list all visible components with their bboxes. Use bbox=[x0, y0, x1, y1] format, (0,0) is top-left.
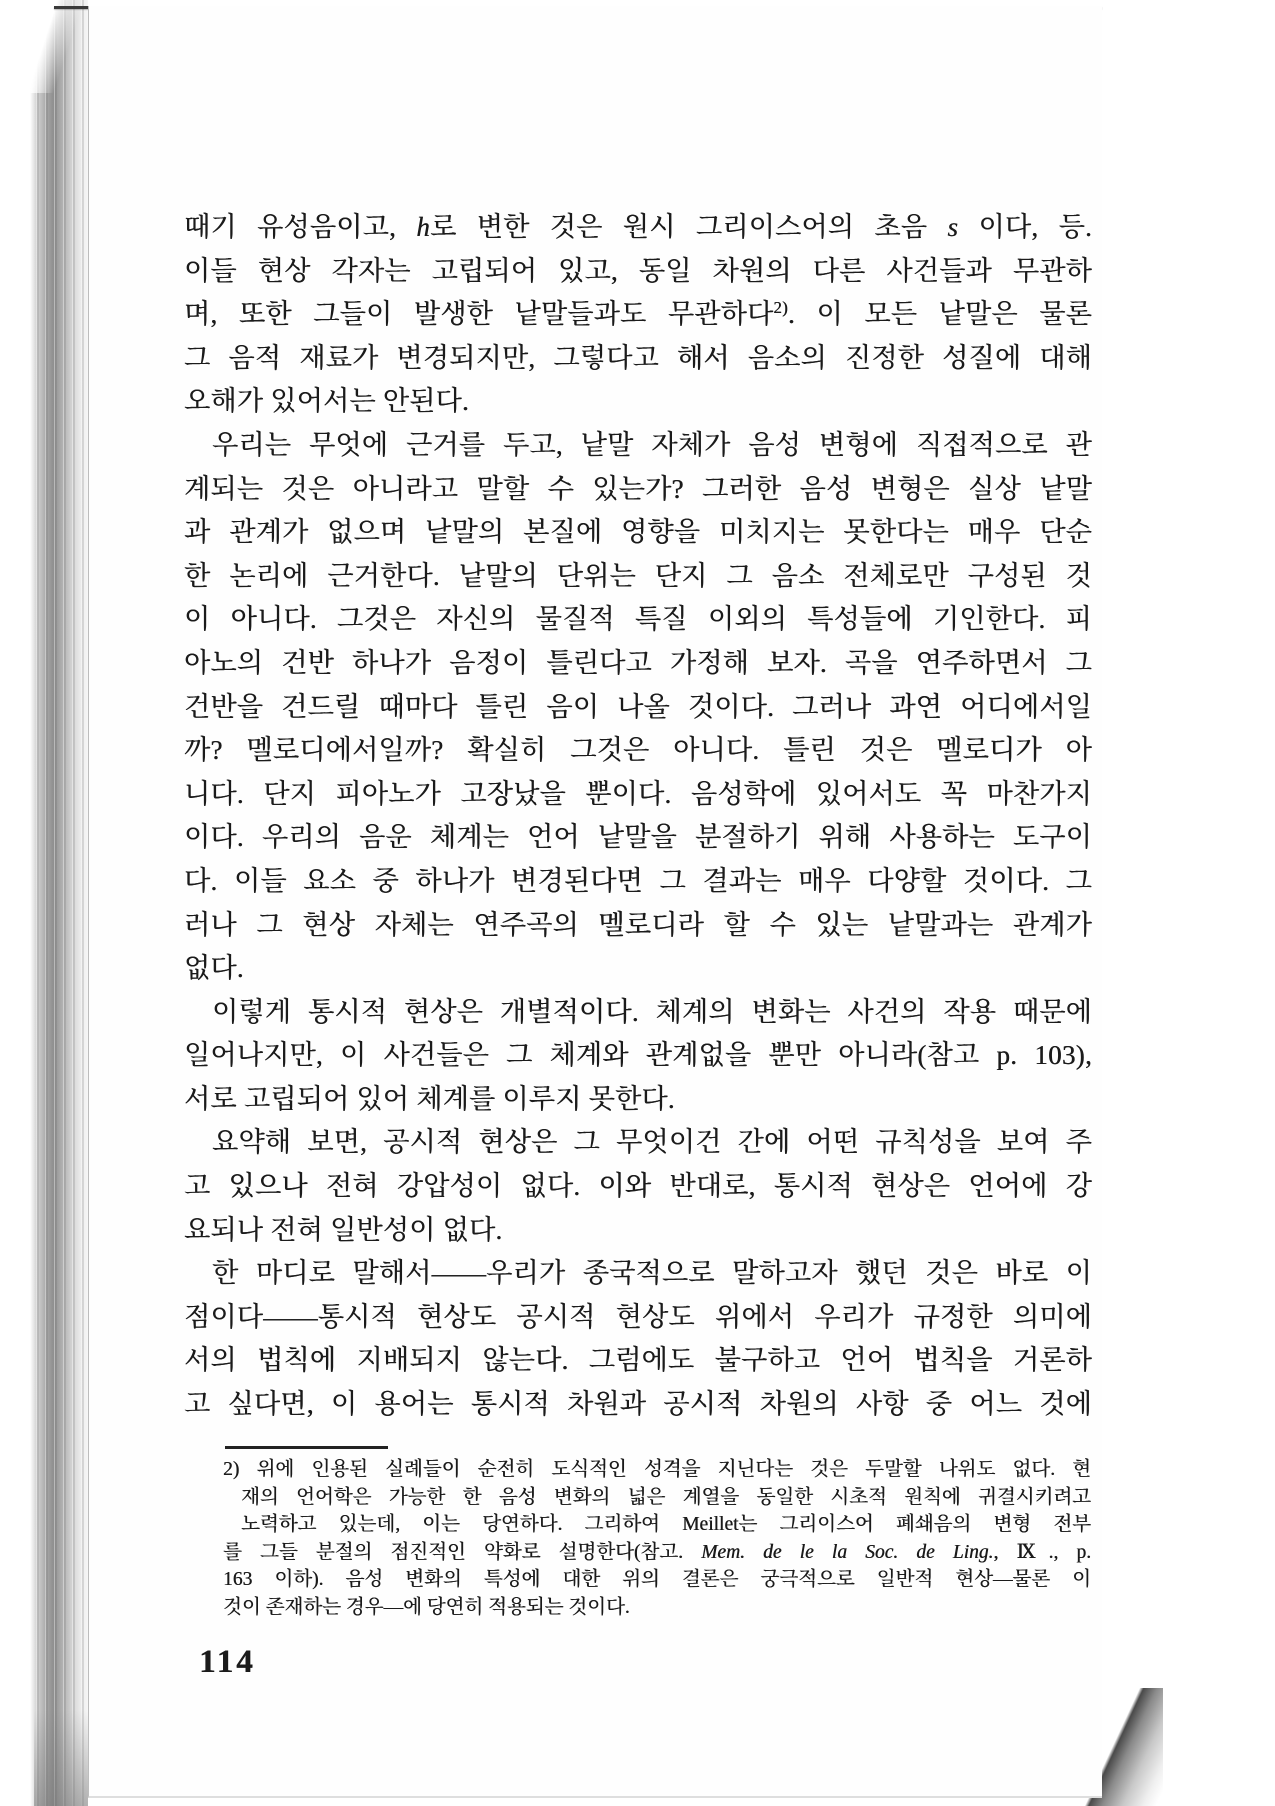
footnote-rule bbox=[225, 1446, 388, 1449]
body-text-line: 그 음적 재료가 변경되지만, 그렇다고 해서 음소의 진정한 성질에 대해 bbox=[184, 342, 1092, 373]
body-text-line: 다. 이들 요소 중 하나가 변경된다면 그 결과는 매우 다양할 것이다. 그 bbox=[184, 865, 1092, 896]
body-text-line: 건반을 건드릴 때마다 틀린 음이 나올 것이다. 그러나 과연 어디에서일 bbox=[184, 691, 1092, 722]
footnote bbox=[223, 1446, 1091, 1621]
body-text-line: 요약해 보면, 공시적 현상은 그 무엇이건 간에 어떤 규칙성을 보여 주 bbox=[212, 1127, 1092, 1158]
body-text-line: 계되는 것은 아니라고 말할 수 있는가? 그러한 음성 변형은 실상 낱말 bbox=[184, 473, 1092, 504]
body-text-line: 오해가 있어서는 안된다. bbox=[184, 386, 469, 417]
body-text-line: 없다. bbox=[184, 953, 244, 984]
body-text-line: 아노의 건반 하나가 음정이 틀린다고 가정해 보자. 곡을 연주하면서 그 bbox=[184, 647, 1092, 678]
body-text-line: 일어나지만, 이 사건들은 그 체계와 관계없을 뿐만 아니라(참고 p. 103), bbox=[184, 1040, 1092, 1071]
body-text-line: 까? 멜로디에서일까? 확실히 그것은 아니다. 틀린 것은 멜로디가 아 bbox=[184, 735, 1092, 766]
book-spine-page-edges bbox=[30, 0, 88, 1806]
body-text-line: 때기 유성음이고, h로 변한 것은 원시 그리이스어의 초음 s 이다, 등. bbox=[184, 212, 1092, 242]
body-text-line: 며, 또한 그들이 발생한 낱말들과도 무관하다$^{2)}$. 이 모든 낱말은 물론 bbox=[184, 298, 1092, 330]
body-text-line: 이다. 우리의 음운 체계는 언어 낱말을 분절하기 위해 사용하는 도구이 bbox=[184, 822, 1092, 853]
body-text-line: 한 마디로 말해서——우리가 종국적으로 말하고자 했던 것은 바로 이 bbox=[212, 1258, 1092, 1289]
body-text-line: 니다. 단지 피아노가 고장났을 뿐이다. 음성학에 있어서도 꼭 마찬가지 bbox=[184, 778, 1092, 809]
body-text-line: 고 있으나 전혀 강압성이 없다. 이와 반대로, 통시적 현상은 언어에 강 bbox=[184, 1171, 1092, 1202]
footnote-lines bbox=[223, 1456, 1091, 1621]
body-text-line: 요되나 전혀 일반성이 없다. bbox=[184, 1214, 503, 1245]
scan-corner-cut-top-left bbox=[26, 0, 96, 93]
footnote-line: 2) 위에 인용된 실례들이 순전히 도식적인 성격을 지닌다는 것은 두말할 나위도 없다. 현 bbox=[223, 1459, 1091, 1480]
footnote-line: 재의 언어학은 가능한 한 음성 변화의 넓은 계열을 동일한 시초적 원칙에 귀결시키려고 bbox=[241, 1486, 1091, 1508]
body-text-line: 러나 그 현상 자체는 연주곡의 멜로디라 할 수 있는 낱말과는 관계가 bbox=[184, 909, 1092, 940]
body-text-line: 한 논리에 근거한다. 낱말의 단위는 단지 그 음소 전체로만 구성된 것 bbox=[184, 560, 1092, 591]
body-text bbox=[184, 206, 1092, 1427]
footnote-line: 를 그들 분절의 점진적인 약화로 설명한다(참고. Mem. de le la Soc. de Ling., Ⅸ., p. bbox=[223, 1541, 1091, 1563]
body-text-line: 점이다——통시적 현상도 공시적 현상도 위에서 우리가 규정한 의미에 bbox=[184, 1301, 1092, 1332]
body-text-line: 서로 고립되어 있어 체계를 이루지 못한다. bbox=[184, 1083, 675, 1114]
body-text-line: 과 관계가 없으며 낱말의 본질에 영향을 미치지는 못한다는 매우 단순 bbox=[184, 517, 1092, 548]
body-text-line: 서의 법칙에 지배되지 않는다. 그럼에도 불구하고 언어 법칙을 거론하 bbox=[184, 1345, 1092, 1376]
body-text-line: 우리는 무엇에 근거를 두고, 낱말 자체가 음성 변형에 직접적으로 관 bbox=[212, 429, 1092, 460]
body-text-line: 이들 현상 각자는 고립되어 있고, 동일 차원의 다른 사건들과 무관하 bbox=[184, 255, 1092, 286]
footnote-line: 것이 존재하는 경우—에 당연히 적용되는 것이다. bbox=[223, 1596, 630, 1618]
page-number: 114 bbox=[199, 1644, 256, 1680]
footnote-line: 노력하고 있는데, 이는 당연하다. 그리하여 Meillet는 그리이스어 폐쇄음의 변형 전부 bbox=[241, 1514, 1091, 1535]
body-text-line: 고 싶다면, 이 용어는 통시적 차원과 공시적 차원의 사항 중 어느 것에 bbox=[184, 1389, 1092, 1420]
body-text-line: 이렇게 통시적 현상은 개별적이다. 체계의 변화는 사건의 작용 때문에 bbox=[212, 996, 1092, 1027]
body-text-line: 이 아니다. 그것은 자신의 물질적 특질 이외의 특성들에 기인한다. 피 bbox=[184, 604, 1092, 635]
footnote-line: 163 이하). 음성 변화의 특성에 대한 위의 결론은 궁극적으로 일반적 현상—물론 이 bbox=[223, 1569, 1091, 1590]
page bbox=[88, 6, 1102, 1798]
